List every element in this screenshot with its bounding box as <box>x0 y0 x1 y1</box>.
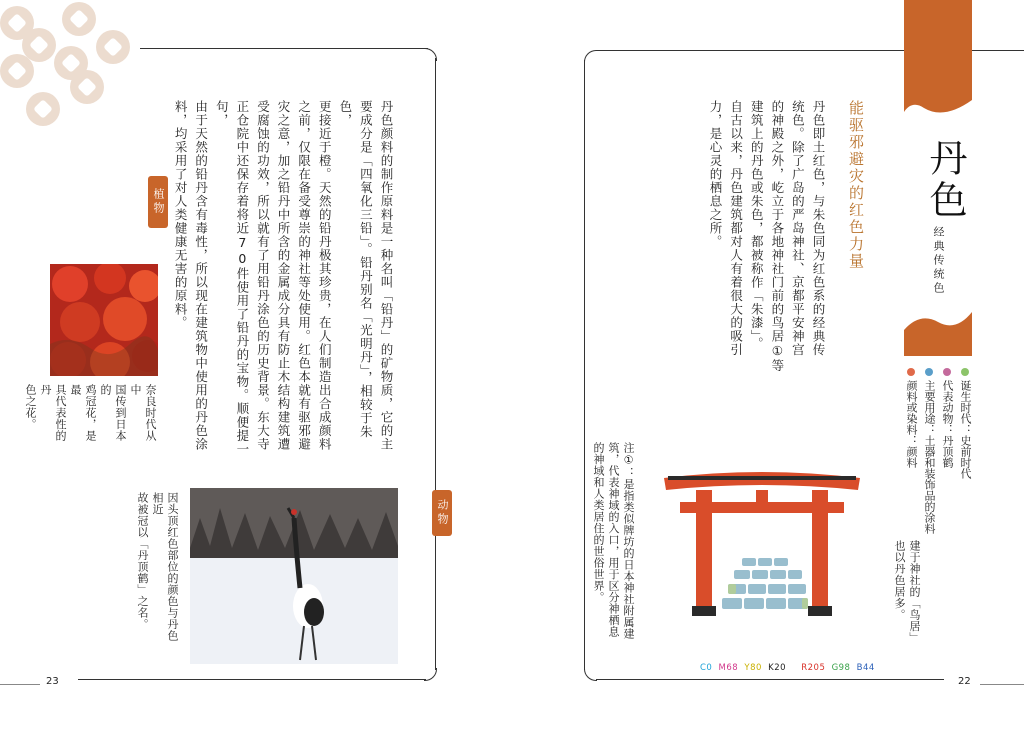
tag-plant-label: 植物 <box>152 188 165 216</box>
coin-ornament-icon <box>70 70 104 104</box>
tag-plant <box>148 176 168 228</box>
main-text-left: 丹色颜料的制作原料是一种名叫「铅丹」的矿物质，它的主 要成分是「四氧化三铅」。铅丹别名「光明丹」，相较于朱色， 更接近于橙。天然的铅丹极其珍贵，在人们制造出合成颜料 之前，仅限在备受尊崇的神社等处使用。红色本就有驱邪避 灾之意，加之铅丹中所含的金属成分具有防止木结构建筑遭 受腐蚀的功效，所以就有了用铅丹涂色的历史背景。东大寺 正仓院中还保存着将近70件使用了铅丹的宝物。顺便提一句， 由于天然的铅丹含有毒性，所以现在建筑物中使用的丹色涂 料，均采用了对人类健康无害的原料。 <box>173 100 394 456</box>
frame-bottom-right <box>596 679 944 680</box>
code-b: B44 <box>856 663 875 673</box>
page-number: 23 <box>46 676 59 687</box>
frame-top-right-ext <box>972 50 1024 51</box>
page-subtitle: 经典传统色 <box>932 226 945 296</box>
frame-right-left <box>435 58 436 670</box>
frame-bottom-left <box>78 679 426 680</box>
code-m: M68 <box>718 663 739 673</box>
tag-animal <box>432 490 452 536</box>
code-y: Y80 <box>744 663 762 673</box>
coin-ornament-icon <box>62 2 96 36</box>
frame-top-left <box>140 48 428 49</box>
frame-top-right <box>596 50 904 51</box>
info-item-usage: 主要用途：土器和装饰品的涂料 <box>922 368 950 558</box>
torii-caption: 建于神社的「鸟居」 也以丹色居多。 <box>893 540 921 644</box>
celosia-photo <box>50 264 158 376</box>
code-r: R205 <box>801 663 826 673</box>
frame-left-right <box>584 60 585 670</box>
plant-caption: 奈良时代从中 国传到日本的 鸡冠花，是最 具代表性的丹 色之花。 <box>24 384 157 442</box>
code-c: C0 <box>700 663 713 673</box>
color-codes <box>700 663 875 673</box>
coin-ornament-icon <box>96 30 130 64</box>
torii-illustration <box>662 468 862 628</box>
info-item-animal: 代表动物：丹顶鹤 <box>940 368 968 558</box>
code-g: G98 <box>831 663 851 673</box>
animal-caption: 因头顶红色部位的颜色与丹色相近 故被冠以「丹顶鹤」之名。 <box>136 492 179 642</box>
page-title: 丹色 <box>923 138 967 222</box>
footnote: 注①：是指类似牌坊的日本神社附属建 筑，代表神域的入口，用于区分神栖息 的神域和人类居住的世俗世界。 <box>592 442 635 640</box>
tag-animal-label: 动物 <box>436 499 449 527</box>
torii-image <box>662 468 862 628</box>
info-item-pigment: 颜料或染料：颜料 <box>904 368 932 558</box>
code-k: K20 <box>768 663 787 673</box>
page-rule <box>980 684 1024 685</box>
page-number: 22 <box>958 676 971 687</box>
frame-corner <box>584 50 597 63</box>
main-text-right: 丹色即土红色，与朱色同为红色系的经典传 统色。除了广岛的严岛神社、京都平安神宫 的神殿之外，屹立于各地神社门前的鸟居①等 建筑上的丹色或朱色，都被称作「朱漆」。 自古以来，丹色建筑都对人有着很大的吸引 力，是心灵的栖息之所。 <box>708 100 826 373</box>
crane-image <box>190 488 398 664</box>
dot-icon <box>907 368 915 376</box>
coin-ornament-icon <box>26 92 60 126</box>
section-heading: 能驱邪避灾的红色力量 <box>847 100 865 270</box>
crane-photo <box>190 488 398 664</box>
coin-ornament-icon <box>0 54 34 88</box>
page-rule <box>0 684 40 685</box>
info-item-era: 诞生时代：史前时代 <box>958 368 986 558</box>
celosia-image <box>50 264 158 376</box>
